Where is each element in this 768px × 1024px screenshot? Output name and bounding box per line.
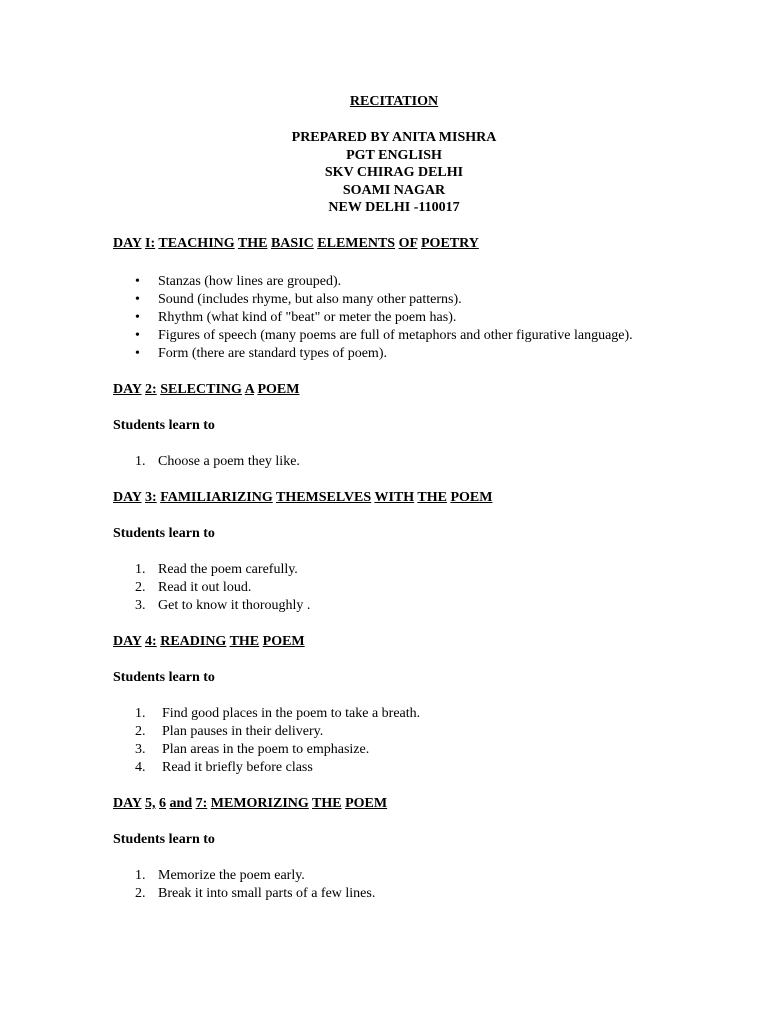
day5-heading: DAY 5, 6 and 7: MEMORIZING THE POEM [113, 796, 388, 811]
list-item: • Stanzas (how lines are grouped). [113, 273, 733, 291]
school-line: SKV CHIRAG DELHI [324, 165, 464, 180]
day5-label: Students learn to [113, 832, 215, 847]
document-body [113, 235, 733, 903]
designation-line: PGT ENGLISH [346, 147, 442, 163]
day1-bullet-list [113, 273, 733, 363]
list-item: 3. Plan areas in the poem to emphasize. [135, 742, 370, 757]
day4-heading: DAY 4: READING THE POEM [113, 634, 305, 649]
list-item: • Rhythm (what kind of "beat" or meter the poem has). [113, 309, 733, 327]
document-header [0, 93, 768, 217]
list-item: 1. Find good places in the poem to take a breath. [135, 706, 421, 721]
day5-numbered-list [113, 867, 733, 903]
list-item: • Sound (includes rhyme, but also many other patterns). [113, 291, 733, 309]
list-item: 1. Read the poem carefully. [135, 562, 298, 577]
list-item: 2. Read it out loud. [135, 580, 252, 595]
list-item: 4. Read it briefly before class [135, 760, 313, 775]
list-item: • Figures of speech (many poems are full of metaphors and other figurative language). [113, 327, 648, 345]
day1-heading: DAY I: TEACHING THE BASIC ELEMENTS OF POETRY [113, 236, 479, 251]
locality-line: SOAMI NAGAR [342, 182, 446, 198]
list-item: • Form (there are standard types of poem). [113, 345, 733, 363]
document-title: RECITATION [349, 94, 439, 109]
day2-heading: DAY 2: SELECTING A POEM [113, 382, 300, 397]
day2-label: Students learn to [113, 418, 215, 433]
day4-numbered-list [113, 705, 733, 777]
list-item: 1. Memorize the poem early. [135, 868, 305, 883]
day3-heading: DAY 3: FAMILIARIZING THEMSELVES WITH THE POEM [113, 490, 493, 505]
list-item: 2. Break it into small parts of a few lines. [135, 886, 376, 901]
day3-label: Students learn to [113, 526, 215, 541]
day3-numbered-list [113, 561, 733, 615]
day4-label: Students learn to [113, 670, 215, 685]
author-line: PREPARED BY ANITA MISHRA [291, 130, 497, 145]
day2-numbered-list [113, 453, 733, 471]
list-item: 2. Plan pauses in their delivery. [135, 724, 324, 739]
list-item: 1. Choose a poem they like. [135, 454, 300, 469]
city-line: NEW DELHI -110017 [328, 200, 460, 215]
list-item: 3. Get to know it thoroughly . [135, 598, 311, 613]
